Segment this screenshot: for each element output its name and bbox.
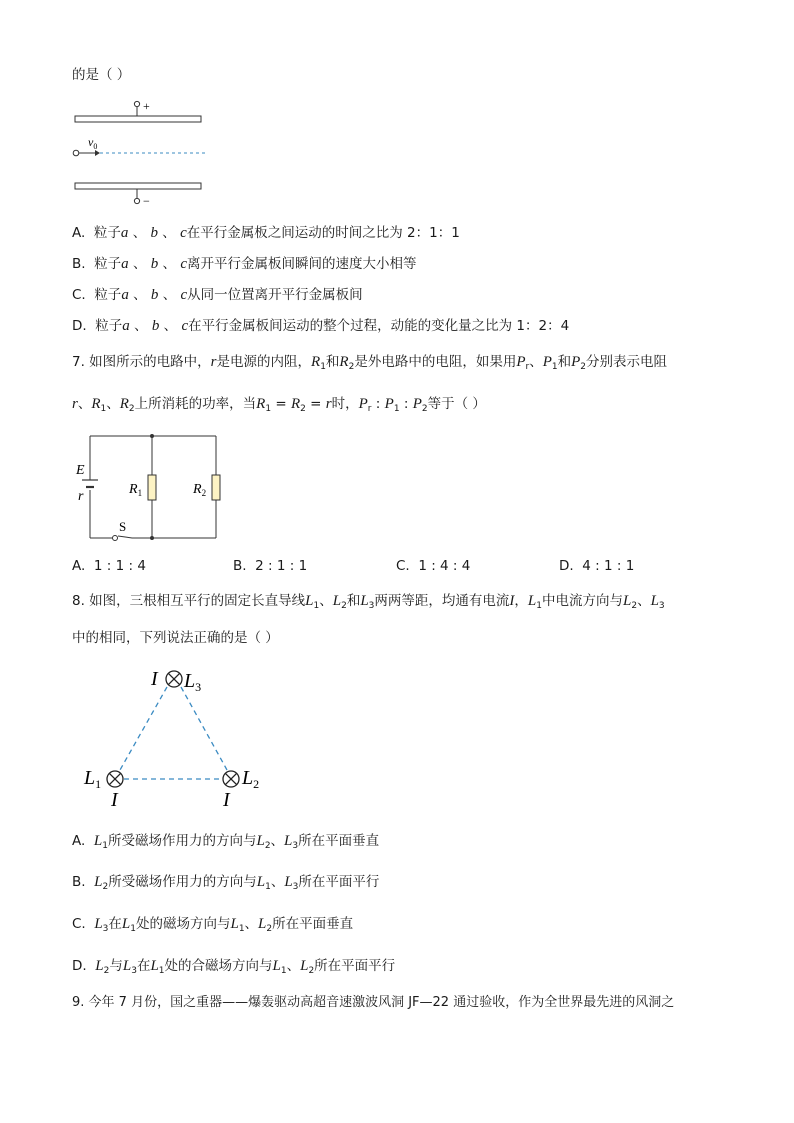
r1-label: $R_1$ xyxy=(129,482,143,498)
wire-l2-into-page xyxy=(223,771,239,787)
minus-sign: − xyxy=(143,194,150,208)
l3-current-label: I xyxy=(151,668,158,690)
q7-option-c: C. 1 : 4 : 4 xyxy=(396,558,471,574)
junction-bottom xyxy=(150,536,154,540)
wire-l3-into-page xyxy=(166,671,182,687)
wire-l1-into-page xyxy=(107,771,123,787)
l2-label: $L_2$ xyxy=(242,767,260,791)
bottom-terminal xyxy=(134,198,139,203)
q8-stem-line2: 中的相同，下列说法正确的是（ ） xyxy=(72,630,279,646)
emf-label: E xyxy=(76,463,85,478)
bottom-plate xyxy=(75,183,201,189)
l1-current-label: I xyxy=(111,789,118,811)
plus-sign: + xyxy=(143,99,150,113)
q7-stem-line1: 7. 如图所示的电路中，r是电源的内阻，$R_1$和$R_2$是外电路中的电阻，如果用$P_r$、$P_1$和$P_2$分别表示电阻 xyxy=(72,354,668,372)
top-plate xyxy=(75,116,201,122)
internal-resistance-label: r xyxy=(78,489,84,504)
q6-plates-figure xyxy=(72,98,212,208)
q7-option-d: D. 4 : 1 : 1 xyxy=(559,558,635,574)
r2-label: $R_2$ xyxy=(193,482,207,498)
q6-option-c: C. 粒子a 、 b 、 c从同一位置离开平行金属板间 xyxy=(72,287,363,303)
resistor-r2 xyxy=(212,475,220,500)
q7-option-b: B. 2 : 1 : 1 xyxy=(233,558,308,574)
edge-l3-l2 xyxy=(181,687,227,770)
l1-label: $L_1$ xyxy=(84,767,102,791)
q8-option-c: C. $L_3$在$L_1$处的磁场方向与$L_1$、$L_2$所在平面垂直 xyxy=(72,916,354,934)
q6-option-d: D. 粒子a 、 b 、 c在平行金属板间运动的整个过程，动能的变化量之比为 1：2：4 xyxy=(72,318,570,334)
q8-option-d: D. $L_2$与$L_3$在$L_1$处的合磁场方向与$L_1$、$L_2$所在平面平行 xyxy=(72,958,396,976)
top-terminal xyxy=(134,101,139,106)
switch-contact xyxy=(113,536,118,541)
q6-option-a: A. 粒子a 、 b 、 c在平行金属板之间运动的时间之比为 2：1：1 xyxy=(72,225,460,241)
v0-label: $v_0$ xyxy=(88,135,98,151)
edge-l3-l1 xyxy=(120,687,167,770)
l3-label: $L_3$ xyxy=(184,670,202,694)
q7-option-a: A. 1 : 1 : 4 xyxy=(72,558,146,574)
q8-option-b: B. $L_2$所受磁场作用力的方向与$L_1$、$L_3$所在平面平行 xyxy=(72,874,380,892)
switch-blade xyxy=(118,536,132,538)
q8-wires-figure xyxy=(84,660,274,810)
q8-option-a: A. $L_1$所受磁场作用力的方向与$L_2$、$L_3$所在平面垂直 xyxy=(72,833,380,851)
q7-stem-line2: r、$R_1$、$R_2$上所消耗的功率，当$R_1 = R_2 = r$时，$P_r$ : $P_1$ : $P_2$等于（ ） xyxy=(72,396,486,414)
switch-label: S xyxy=(119,519,127,534)
q6-option-b: B. 粒子a 、 b 、 c离开平行金属板间瞬间的速度大小相等 xyxy=(72,256,417,272)
junction-top xyxy=(150,434,154,438)
q7-circuit-figure xyxy=(76,430,226,545)
l2-current-label: I xyxy=(223,789,230,811)
q9-stem-line1: 9. 今年 7 月份，国之重器——爆轰驱动高超音速激波风洞 JF—22 通过验收，作为全世界最先进的风洞之 xyxy=(72,995,675,1010)
particle-source xyxy=(73,150,79,156)
q6-stem-tail: 的是（ ） xyxy=(72,67,131,83)
q8-stem-line1: 8. 如图，三根相互平行的固定长直导线$L_1$、$L_2$和$L_3$两两等距，均通有电流I，$L_1$中电流方向与$L_2$、$L_3$ xyxy=(72,593,665,611)
resistor-r1 xyxy=(148,475,156,500)
